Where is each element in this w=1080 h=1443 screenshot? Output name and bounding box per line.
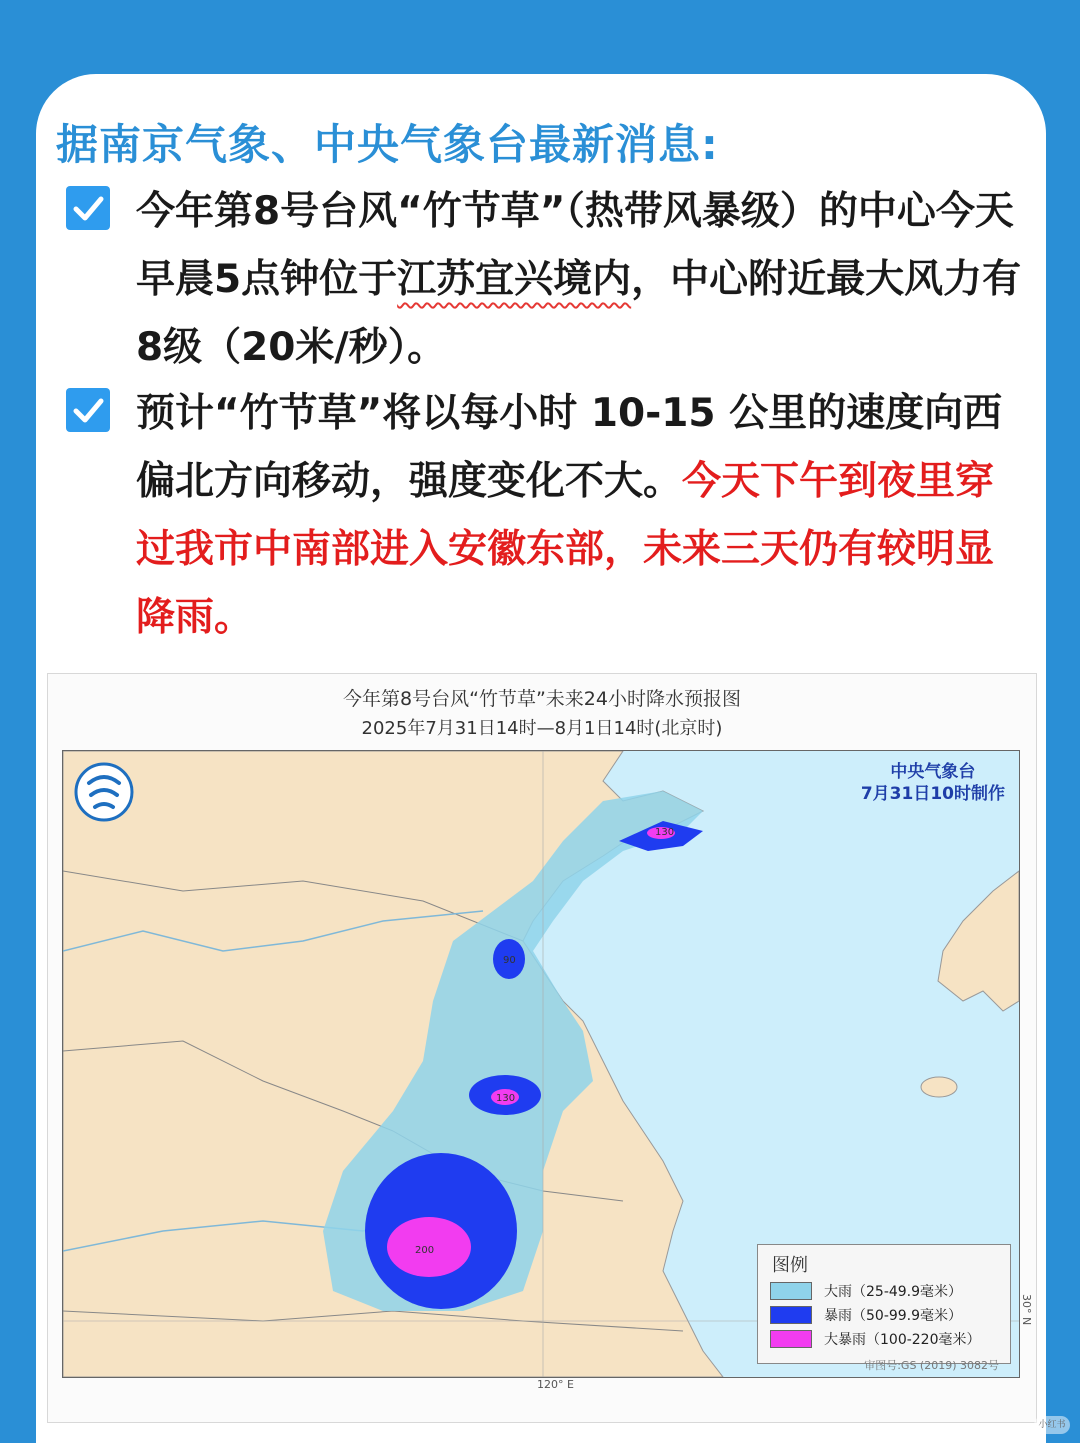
item-2-text-a: 预计“竹节草”将以每小时 10-15 公里的速度向西偏北方向移动，强度变化不大。 — [136, 391, 1003, 504]
map-subtitle: 2025年7月31日14时—8月1日14时(北京时) — [361, 718, 723, 739]
watermark: 小红书 — [1034, 1416, 1070, 1434]
map-organization — [861, 761, 1005, 805]
item-1-text-b: ，中心附近最大风力有8级（20米/秒）。 — [136, 257, 1022, 370]
checkbox-icon — [66, 186, 110, 230]
approval-number: 审图号:GS (2019) 3082号 — [864, 1359, 999, 1372]
legend-item — [770, 1329, 981, 1347]
legend-label: 暴雨（50-99.9毫米） — [824, 1308, 963, 1324]
peninsula-land — [938, 871, 1019, 1011]
latitude-label: 30° N — [1020, 1294, 1033, 1326]
legend-swatch — [770, 1306, 812, 1324]
page-heading: 据南京气象、中央气象台最新消息: — [56, 120, 719, 169]
news-item-1 — [66, 178, 1026, 382]
made-time: 7月31日10时制作 — [860, 784, 1005, 804]
legend-item — [770, 1281, 962, 1299]
org-name: 中央气象台 — [890, 762, 976, 782]
location-highlight: 江苏宜兴境内 — [397, 257, 632, 302]
longitude-label: 120° E — [537, 1378, 574, 1391]
legend-swatch — [770, 1330, 812, 1348]
checkbox-icon — [66, 388, 110, 432]
legend-label: 大暴雨（100-220毫米） — [824, 1332, 981, 1348]
map-legend — [757, 1244, 1011, 1364]
map-area — [62, 750, 1020, 1378]
legend-label: 大雨（25-49.9毫米） — [824, 1284, 963, 1300]
contour-label: 130 — [655, 827, 675, 838]
legend-item — [770, 1305, 962, 1323]
news-item-1-text — [136, 178, 1026, 382]
contour-label: 130 — [496, 1093, 516, 1104]
contour-label: 90 — [503, 955, 516, 966]
contour-label: 200 — [415, 1245, 435, 1256]
item-2-red-text: 今天下午到夜里穿过我市中南部进入安徽东部，未来三天仍有较明显降雨。 — [136, 459, 995, 640]
map-title: 今年第8号台风“竹节草”未来24小时降水预报图 — [343, 688, 741, 710]
legend-title: 图例 — [772, 1255, 808, 1276]
news-item-2 — [66, 380, 1026, 652]
island — [921, 1077, 957, 1097]
item-1-text-a: 今年第8号台风“竹节草”（热带风暴级）的中心今天早晨5点钟位于 — [136, 189, 1014, 302]
cma-logo-icon — [73, 761, 135, 827]
legend-swatch — [770, 1282, 812, 1300]
news-item-2-text — [136, 380, 1026, 652]
rainfall-forecast-map — [47, 673, 1037, 1423]
